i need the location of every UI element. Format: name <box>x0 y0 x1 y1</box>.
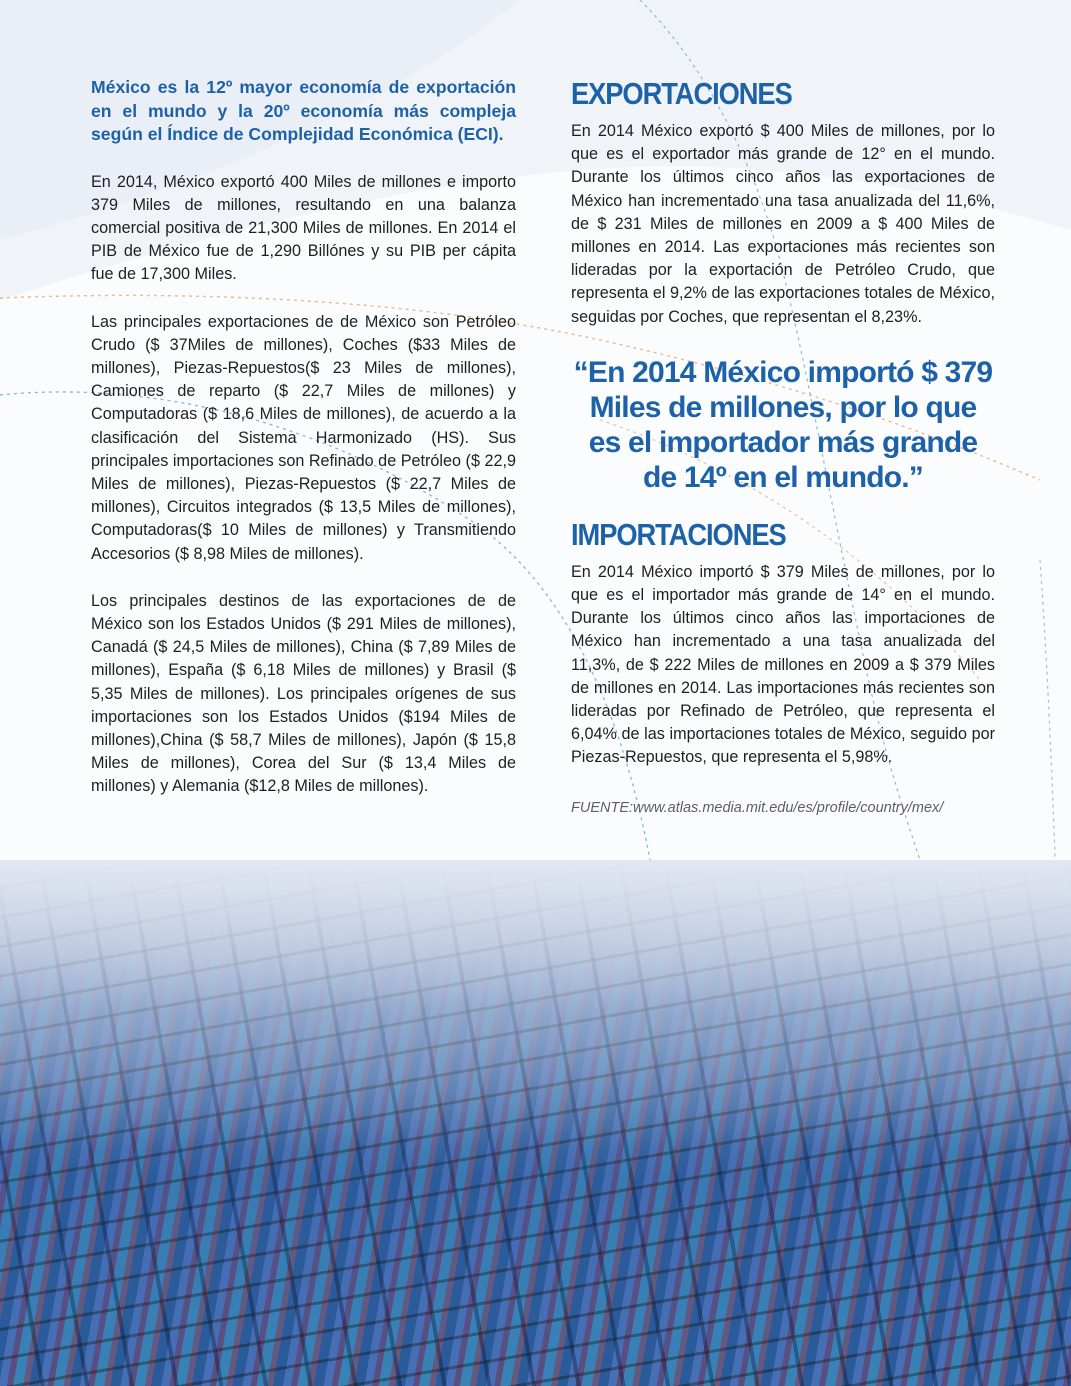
container-port-photo <box>0 860 1071 1386</box>
lead-statement: México es la 12º mayor economía de exportación en el mundo y la 20º economía más compleja según el Índice de Complejidad Económica (ECI). <box>91 77 516 144</box>
exports-paragraph: En 2014 México exportó $ 400 Miles de millones, por lo que es el exportador más grande de 12° en el mundo. Durante los últimos cinco años las exportaciones de México han incrementado una tasa anualizada del 11,6%, de $ 231 Miles de millones en 2009 a $ 400 Miles de millones en 2014. Las exportaciones más recientes son lideradas por la exportación de Petróleo Crudo, que representa el 9,2% de las exportaciones totales de México, seguidas por Coches, que representan el 8,23%. <box>571 122 995 326</box>
left-column <box>91 76 516 823</box>
trade-partners-paragraph: Los principales destinos de las exportaciones de de México son los Estados Unidos ($ 291 Miles de millones), Canadá ($ 24,5 Miles de millones), China ($ 7,89 Miles de millones), España ($ 6,18 Miles de millones) y Brasil ($ 5,35 Miles de millones). Los principales orígenes de sus importaciones son los Estados Unidos ($194 Miles de millones),China ($ 58,7 Miles de millones), Japón ($ 15,8 Miles de millones), Corea del Sur ($ 13,4 Miles de millones) y Alemania ($12,8 Miles de millones). <box>91 591 516 796</box>
main-products-paragraph: Las principales exportaciones de de México son Petróleo Crudo ($ 37Miles de millones), Coches ($33 Miles de millones), Piezas-Repuestos($ 23 Miles de millones), Camiones de reparto ($ 22,7 Miles de millones) y Computadoras ($ 18,6 Miles de millones), de acuerdo a la clasificación del Sistema Harmonizado (HS). Sus principales importaciones son Refinado de Petróleo ($ 22,9 Miles de millones), Piezas-Repuestos ($ 22,7 Miles de millones), Circuitos integrados ($ 13,5 Miles de millones), Computadoras($ 10 Miles de millones) y Transmitiendo Accesorios ($ 8,98 Miles de millones). <box>91 312 516 563</box>
pull-quote: “En 2014 México importó $ 379 Miles de millones, por lo que es el importador más grande de 14º en el mundo.” <box>573 355 993 494</box>
trade-balance-paragraph: En 2014, México exportó 400 Miles de millones e importo 379 Miles de millones, resultando en una balanza comercial positiva de 21,300 Miles de millones. En 2014 el PIB de México fue de 1,290 Billónes y su PIB per cápita fue de 17,300 Miles. <box>91 172 516 284</box>
photo-fade-overlay <box>0 860 1071 1386</box>
source-link[interactable]: FUENTE:www.atlas.media.mit.edu/es/profile/country/mex/ <box>571 799 944 816</box>
imports-heading: IMPORTACIONES <box>571 516 786 552</box>
right-column <box>571 76 995 816</box>
imports-paragraph: En 2014 México importó $ 379 Miles de millones, por lo que es el importador más grande de 14° en el mundo. Durante los últimos cinco años las importaciones de México han incrementado a una tasa anualizada del 11,3%, de $ 222 Miles de millones en 2009 a $ 379 Miles de millones en 2014. Las importaciones más recientes son lideradas por Refinado de Petróleo, que representa el 6,04% de las importaciones totales de México, seguido por Piezas-Repuestos, que representa el 5,98%. <box>571 562 995 767</box>
exports-heading: EXPORTACIONES <box>571 76 792 111</box>
